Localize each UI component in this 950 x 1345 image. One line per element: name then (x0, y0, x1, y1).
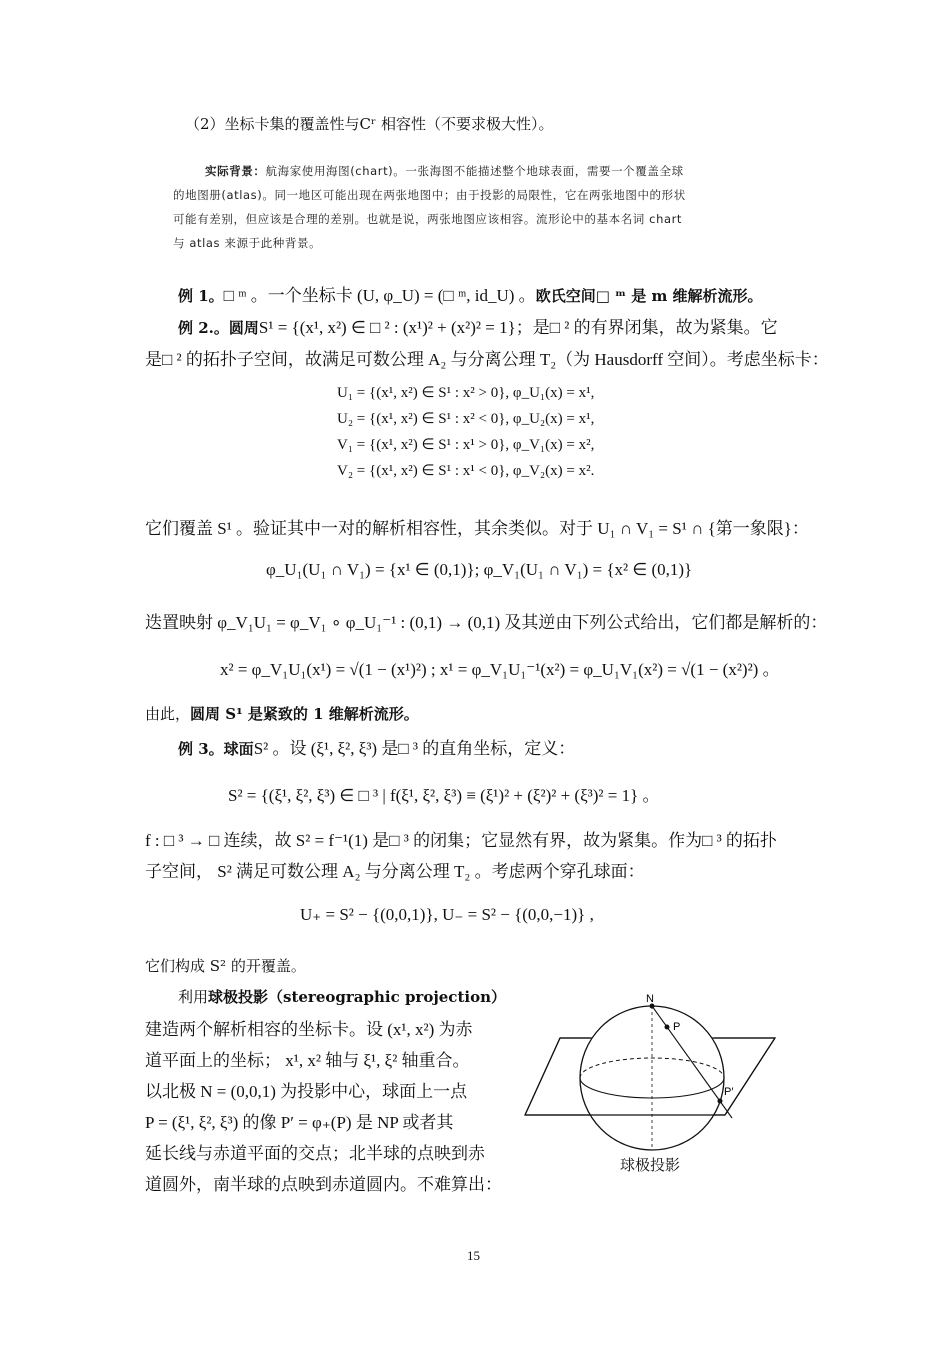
stereographic-intro (178, 986, 506, 1007)
paragraph-line-5: 延长线与赤道平面的交点；北半球的点映到赤 (145, 1144, 485, 1163)
conclusion-prefix: 由此， (145, 705, 191, 723)
equation-chart-images: φ_U₁(U₁ ∩ V₁) = {x¹ ∈ (0,1)}; φ_V₁(U₁ ∩ V₁) = {x² ∈ (0,1)} (266, 560, 693, 579)
example-3-label: 例 3。 (178, 740, 224, 758)
figure-caption: 球极投影 (620, 1156, 681, 1174)
label-p: P (673, 1021, 681, 1033)
example-2-text: S¹ = {(x¹, x²) ∈ □ ² : (x¹)² + (x²)² = 1}；是□ ² 的有界闭集，故为紧集。它 (258, 318, 778, 337)
label-n: N (646, 993, 654, 1005)
example-2-label: 例 2.。 (178, 319, 229, 337)
equation-punctured: U₊ = S² − {(0,0,1)}, U₋ = S² − {(0,0,−1)} , (300, 905, 594, 924)
paragraph-line-4: P = (ξ¹, ξ², ξ³) 的像 P′ = φ₊(P) 是 NP 或者其 (145, 1113, 454, 1132)
paragraph-line-6: 道圆外，南半球的点映到赤道圆内。不难算出： (145, 1175, 502, 1194)
circle-conclusion (145, 703, 419, 724)
example-3-line (178, 734, 575, 759)
example-3-text: S² 。设 (ξ¹, ξ², ξ³) 是□ ³ 的直角坐标，定义： (253, 739, 576, 758)
example-3-subject: 球面 (223, 740, 254, 758)
item-2-line: （2）坐标卡集的覆盖性与Cʳ 相容性（不要求极大性）。 (185, 115, 554, 133)
background-line-2: 的地图册(atlas)。同一地区可能出现在两张地图中；由于投影的局限性，它在两张地图中的形状 (173, 188, 686, 202)
page-number: 15 (467, 1248, 480, 1263)
point-p (665, 1025, 670, 1030)
example-1-label: 例 1。 (178, 287, 224, 305)
chart-v2: V₂ = {(x¹, x²) ∈ S¹ : x¹ < 0}, φ_V₂(x) = x². (337, 463, 595, 479)
stereographic-paragraph (145, 1014, 502, 1200)
cover-statement: 它们覆盖 S¹ 。验证其中一对的解析相容性，其余类似。对于 U₁ ∩ V₁ = S¹ ∩ {第一象限}： (145, 519, 809, 538)
background-line-3: 可能有差别，但应该是合理的差别。也就是说，两张地图应该相容。流形论中的基本名词 chart (173, 212, 683, 226)
stereo-term: 球极投影（stereographic projection） (208, 988, 506, 1006)
closed-set-line-1: f : □ ³ → □ 连续，故 S² = f⁻¹(1) 是□ ³ 的闭集；它显然有界，故为紧集。作为□ ³ 的拓扑 (145, 831, 777, 850)
background-text-1: 航海家使用海图(chart)。一张海图不能描述整个地球表面，需要一个覆盖全球 (265, 164, 684, 178)
label-p-prime: P′ (724, 1086, 734, 1098)
chart-u1: U₁ = {(x¹, x²) ∈ S¹ : x² > 0}, φ_U₁(x) = x¹, (337, 385, 595, 401)
background-line-1 (205, 160, 684, 183)
chart-u2: U₂ = {(x¹, x²) ∈ S¹ : x² < 0}, φ_U₂(x) = x¹, (337, 411, 595, 427)
paragraph-line-1: 建造两个解析相容的坐标卡。设 (x¹, x²) 为赤 (145, 1020, 473, 1039)
chart-v1: V₁ = {(x¹, x²) ∈ S¹ : x¹ > 0}, φ_V₁(x) = x², (337, 437, 595, 453)
point-p-prime (718, 1099, 723, 1104)
paragraph-line-2: 道平面上的坐标； x¹, x² 轴与 ξ¹, ξ² 轴重合。 (145, 1051, 470, 1070)
equation-transition: x² = φ_V₁U₁(x¹) = √(1 − (x¹)²) ; x¹ = φ_V₁U₁⁻¹(x²) = φ_U₁V₁(x²) = √(1 − (x²)²) 。 (220, 660, 780, 679)
background-label: 实际背景： (205, 164, 266, 178)
chart-definitions (337, 380, 594, 484)
example-2-line-2: 是□ ² 的拓扑子空间，故满足可数公理 A₂ 与分离公理 T₂（为 Hausdorff 空间）。考虑坐标卡： (145, 350, 829, 369)
stereographic-projection-figure (520, 990, 780, 1175)
example-2-subject: 圆周 (228, 319, 259, 337)
background-line-4: 与 atlas 来源于此种背景。 (173, 236, 322, 250)
stereo-prefix: 利用 (178, 988, 209, 1006)
example-1 (178, 281, 763, 306)
example-1-text: □ ᵐ 。一个坐标卡 (U, φ_U) = (□ ᵐ, id_U) 。 (223, 286, 536, 305)
transition-map-line: 迭置映射 φ_V₁U₁ = φ_V₁ ∘ φ_U₁⁻¹ : (0,1) → (0,1) 及其逆由下列公式给出，它们都是解析的： (145, 613, 828, 632)
example-1-conclusion: 欧氏空间□ ᵐ 是 m 维解析流形。 (535, 287, 763, 305)
open-cover-line: 它们构成 S² 的开覆盖。 (145, 957, 306, 975)
example-2-line-1 (178, 313, 778, 338)
conclusion-bold: 圆周 S¹ 是紧致的 1 维解析流形。 (190, 705, 419, 723)
paragraph-line-3: 以北极 N = (0,0,1) 为投影中心，球面上一点 (145, 1082, 468, 1101)
equation-sphere: S² = {(ξ¹, ξ², ξ³) ∈ □ ³ | f(ξ¹, ξ², ξ³) ≡ (ξ¹)² + (ξ²)² + (ξ³)² = 1} 。 (228, 786, 660, 805)
closed-set-line-2: 子空间， S² 满足可数公理 A₂ 与分离公理 T₂ 。考虑两个穿孔球面： (145, 862, 645, 881)
